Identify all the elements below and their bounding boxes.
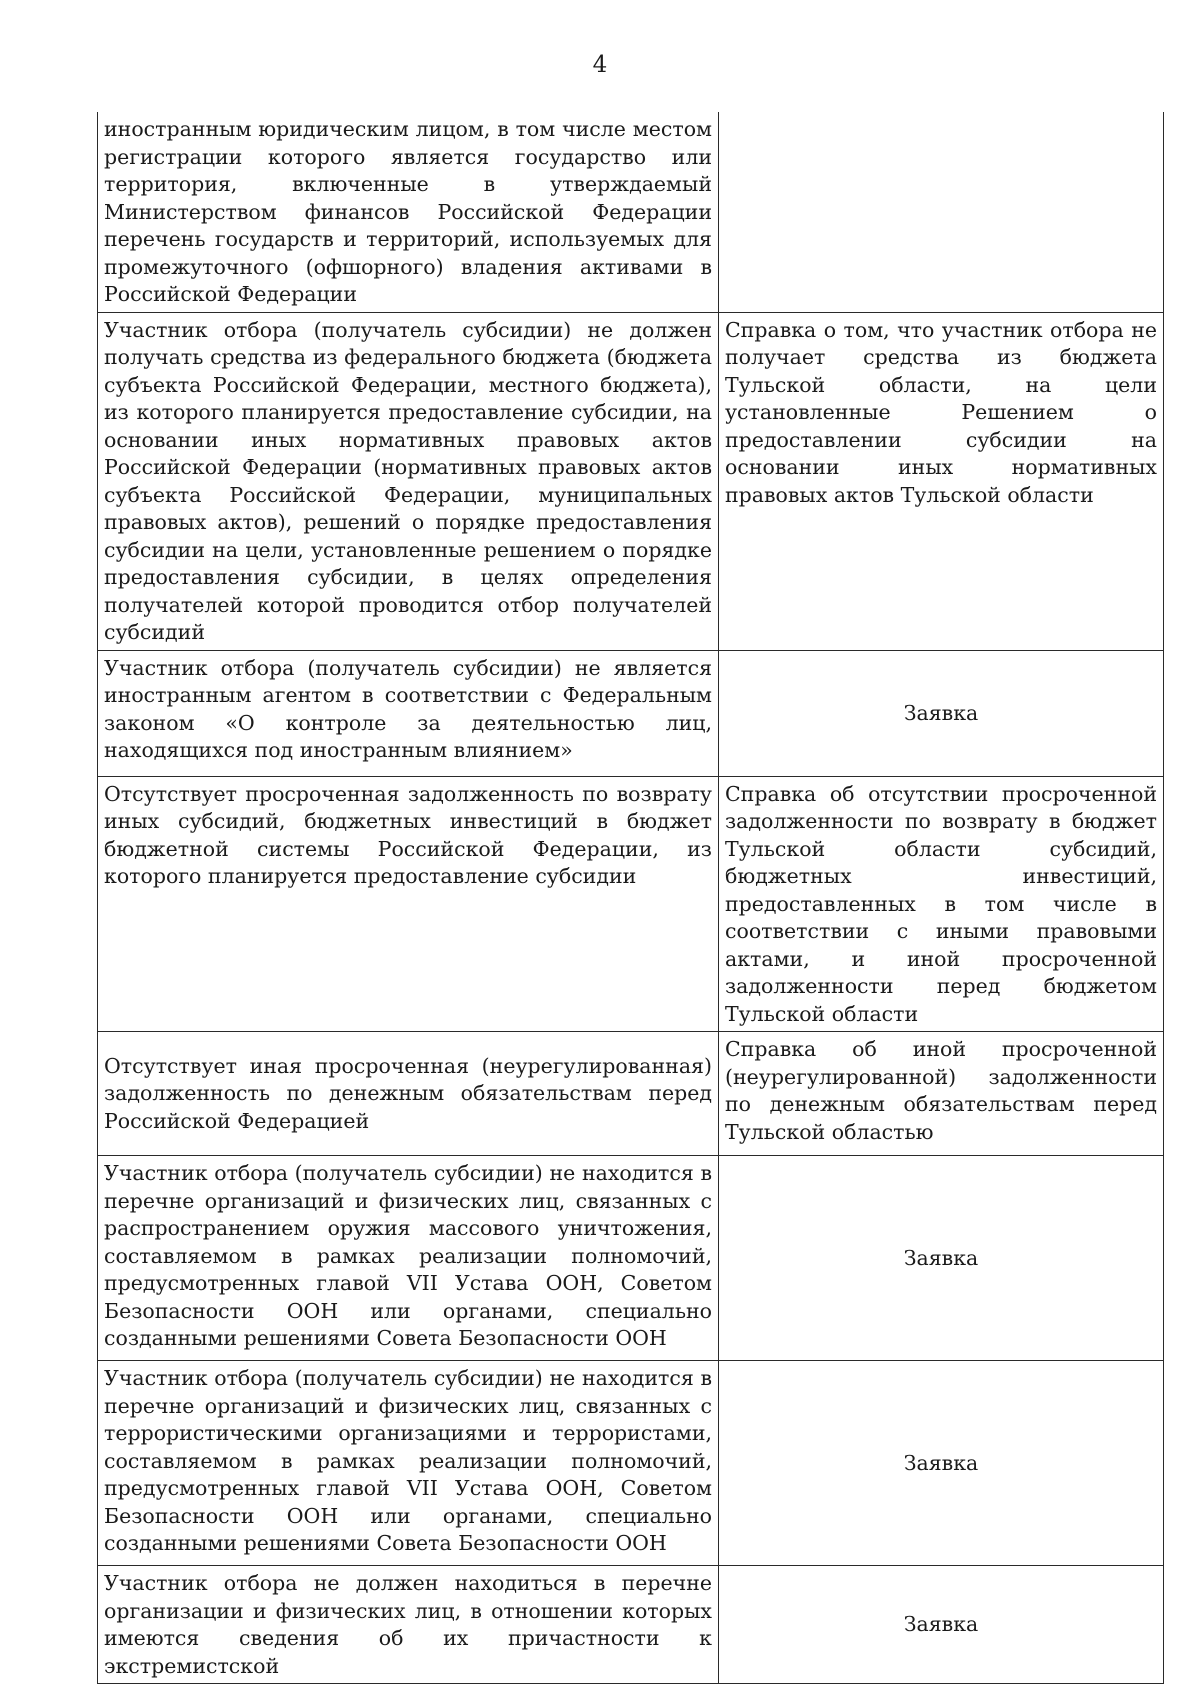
- document-cell: Заявка: [719, 1566, 1164, 1684]
- requirement-cell: Отсутствует просроченная задолженность по возврату иных субсидий, бюджетных инвестиций в бюджет бюджетной системы Российской Федерации, из которого планируется предоставление субсидии: [98, 776, 719, 1032]
- document-cell: Заявка: [719, 650, 1164, 776]
- document-cell: Заявка: [719, 1361, 1164, 1566]
- requirement-cell: иностранным юридическим лицом, в том числе местом регистрации которого является государство или территория, включенные в утверждаемый Министерством финансов Российской Федерации перечень государств и территорий, используемых для промежуточного (офшорного) владения активами в Российской Федерации: [98, 112, 719, 312]
- requirement-cell: Участник отбора (получатель субсидии) не должен получать средства из федерального бюджета (бюджета субъекта Российской Федерации, местного бюджета), из которого планируется предоставление субсидии, на основании иных нормативных правовых актов Российской Федерации (нормативных правовых актов субъекта Российской Федерации, муниципальных правовых актов), решений о порядке предоставления субсидии на цели, установленные решением о порядке предоставления субсидии, в целях определения получателей которой проводится отбор получателей субсидий: [98, 312, 719, 650]
- requirement-cell: Отсутствует иная просроченная (неурегулированная) задолженность по денежным обязательствам перед Российской Федерацией: [98, 1032, 719, 1156]
- requirements-table: [97, 112, 1164, 1684]
- table-row: [98, 650, 1164, 776]
- requirement-cell: Участник отбора не должен находиться в перечне организации и физических лиц, в отношении которых имеются сведения об их причастности к экстремистской: [98, 1566, 719, 1684]
- table-row: [98, 312, 1164, 650]
- table-row: [98, 112, 1164, 312]
- table-row: [98, 1566, 1164, 1684]
- table-row: [98, 1361, 1164, 1566]
- table-row: [98, 1032, 1164, 1156]
- document-cell: [719, 112, 1164, 312]
- requirement-cell: Участник отбора (получатель субсидии) не находится в перечне организаций и физических лиц, связанных с террористическими организациями и террористами, составляемом в рамках реализации полномочий, предусмотренных главой VII Устава ООН, Советом Безопасности ООН или органами, специально созданными решениями Совета Безопасности ООН: [98, 1361, 719, 1566]
- document-cell: Справка о том, что участник отбора не получает средства из бюджета Тульской области, на цели установленные Решением о предоставлении субсидии на основании иных нормативных правовых актов Тульской области: [719, 312, 1164, 650]
- document-cell: Справка об отсутствии просроченной задолженности по возврату в бюджет Тульской области субсидий, бюджетных инвестиций, предоставленных в том числе в соответствии с иными правовыми актами, и иной просроченной задолженности перед бюджетом Тульской области: [719, 776, 1164, 1032]
- document-cell: Справка об иной просроченной (неурегулированной) задолженности по денежным обязательствам перед Тульской областью: [719, 1032, 1164, 1156]
- table-row: [98, 776, 1164, 1032]
- requirement-cell: Участник отбора (получатель субсидии) не является иностранным агентом в соответствии с Федеральным законом «О контроле за деятельностью лиц, находящихся под иностранным влиянием»: [98, 650, 719, 776]
- requirement-cell: Участник отбора (получатель субсидии) не находится в перечне организаций и физических лиц, связанных с распространением оружия массового уничтожения, составляемом в рамках реализации полномочий, предусмотренных главой VII Устава ООН, Советом Безопасности ООН или органами, специально созданными решениями Совета Безопасности ООН: [98, 1156, 719, 1361]
- document-cell: Заявка: [719, 1156, 1164, 1361]
- table-row: [98, 1156, 1164, 1361]
- page-number: 4: [592, 52, 608, 78]
